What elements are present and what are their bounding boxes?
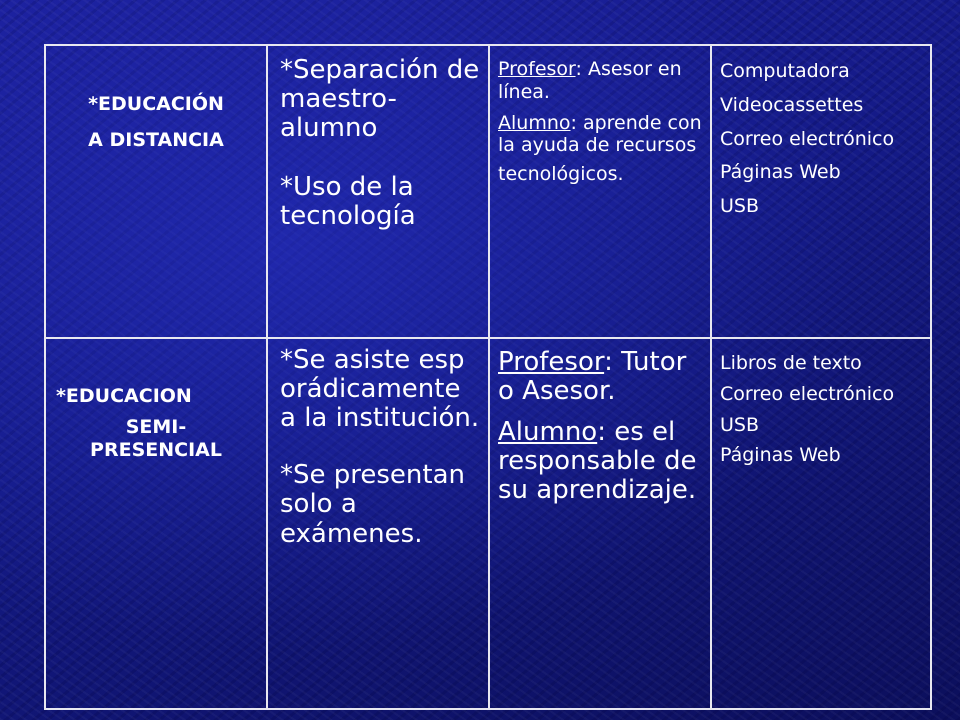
resource-item: Páginas Web [720,161,841,184]
row-2-characteristic-1: *Se asiste esporádicamente a la institución. [280,345,480,434]
role-text: : aprende con la ayuda de recursos [498,111,702,157]
row-1-characteristic-2: *Uso de la tecnología [280,172,416,232]
role-text: : es el responsable de su aprendizaje. [498,417,697,506]
column-divider [488,46,490,708]
row-1-roles [498,58,704,186]
row-2-characteristics [280,346,480,549]
row-2-label [46,384,266,463]
role-text: : Asesor en línea. [498,58,682,103]
resource-item: Libros de texto [720,352,862,374]
column-divider [266,46,268,708]
row-2-roles [498,348,708,506]
role-text: : Tutor o Asesor. [498,347,687,407]
row-1-label-line-2: A DISTANCIA [88,128,224,151]
resource-item: Computadora [720,60,850,82]
resource-item: USB [720,195,760,218]
resource-item: Correo electrónico [720,127,895,150]
row-1-resources [720,60,926,218]
role-label: Profesor [498,58,576,80]
row-1-characteristic-1: *Separación de maestro-alumno [280,55,480,144]
row-1-characteristics [280,56,480,232]
row-1-label [46,92,266,153]
row-2-role-student [498,418,708,505]
resource-item: USB [720,413,760,436]
row-2-resources [720,352,926,467]
row-1-role-student [498,112,704,158]
row-2-role-teacher [498,348,708,406]
row-2-label-line-2: SEMI-PRESENCIAL [90,415,222,462]
row-2-label-line-1: *EDUCACION [56,385,192,407]
role-label: Profesor [498,347,605,377]
column-divider [710,46,712,708]
role-label: Alumno [498,417,598,448]
row-1-role-continuation: tecnológicos. [498,163,624,186]
role-label: Alumno [498,111,571,134]
resource-item: Videocassettes [720,93,864,116]
resource-item: Correo electrónico [720,382,895,405]
row-1-label-line-1: *EDUCACIÓN [88,93,224,115]
row-divider [46,337,930,339]
comparison-table [44,44,932,710]
resource-item: Páginas Web [720,444,841,467]
row-1-role-teacher [498,58,704,104]
row-2-characteristic-2: *Se presentan solo a exámenes. [280,460,466,549]
